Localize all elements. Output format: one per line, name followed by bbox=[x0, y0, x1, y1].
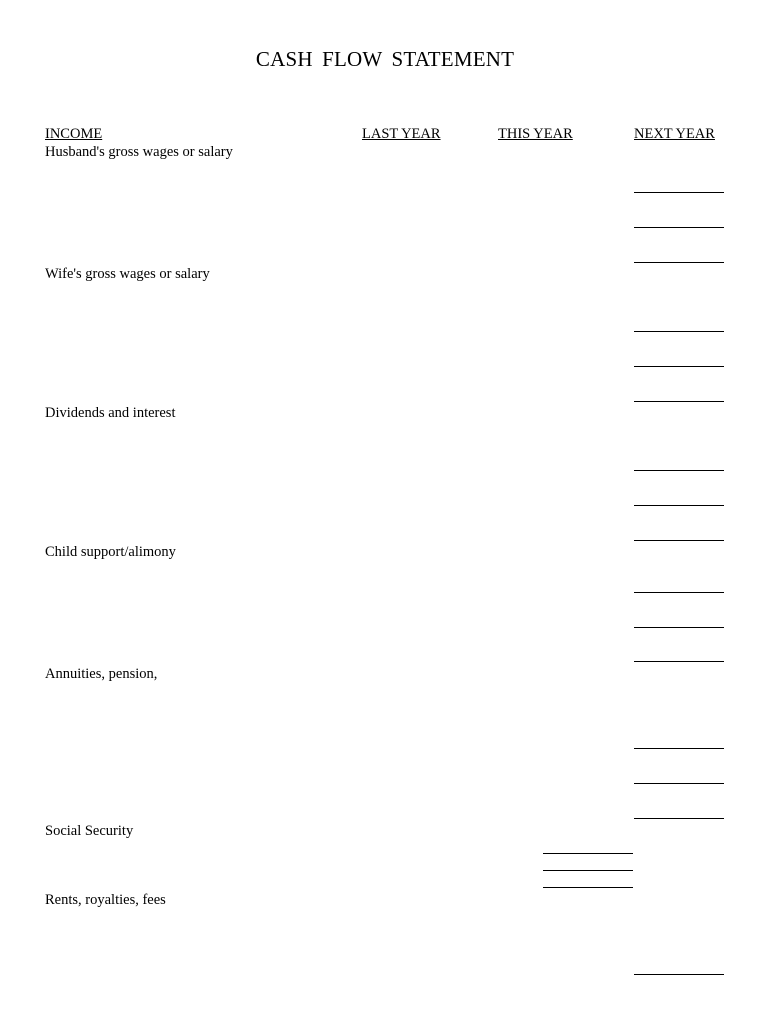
blank-line-wife-1[interactable] bbox=[634, 331, 724, 332]
blank-line-dividends-2[interactable] bbox=[634, 505, 724, 506]
blank-line-annuities-3[interactable] bbox=[634, 818, 724, 819]
income-item-rents-royalties: Rents, royalties, fees bbox=[45, 892, 166, 908]
income-item-husband-wages: Husband's gross wages or salary bbox=[45, 144, 233, 160]
blank-line-child-support-1[interactable] bbox=[634, 592, 724, 593]
blank-line-annuities-2[interactable] bbox=[634, 783, 724, 784]
income-header: INCOME bbox=[45, 126, 103, 142]
income-item-dividends-interest: Dividends and interest bbox=[45, 405, 176, 421]
blank-line-child-support-3[interactable] bbox=[634, 661, 724, 662]
this-year-header: THIS YEAR bbox=[498, 126, 573, 142]
income-item-annuities-pension: Annuities, pension, bbox=[45, 666, 158, 682]
page-title: CASH FLOW STATEMENT bbox=[255, 47, 515, 71]
blank-line-dividends-1[interactable] bbox=[634, 470, 724, 471]
income-item-child-support: Child support/alimony bbox=[45, 544, 176, 560]
blank-line-social-security-3[interactable] bbox=[543, 887, 633, 888]
next-year-header: NEXT YEAR bbox=[634, 126, 715, 142]
blank-line-husband-1[interactable] bbox=[634, 192, 724, 193]
blank-line-wife-3[interactable] bbox=[634, 401, 724, 402]
blank-line-annuities-1[interactable] bbox=[634, 748, 724, 749]
blank-line-husband-3[interactable] bbox=[634, 262, 724, 263]
blank-line-wife-2[interactable] bbox=[634, 366, 724, 367]
blank-line-husband-2[interactable] bbox=[634, 227, 724, 228]
last-year-header: LAST YEAR bbox=[362, 126, 441, 142]
blank-line-social-security-2[interactable] bbox=[543, 870, 633, 871]
income-item-social-security: Social Security bbox=[45, 823, 134, 839]
blank-line-social-security-1[interactable] bbox=[543, 853, 633, 854]
blank-line-dividends-3[interactable] bbox=[634, 540, 724, 541]
income-item-wife-wages: Wife's gross wages or salary bbox=[45, 266, 210, 282]
blank-line-rents-1[interactable] bbox=[634, 974, 724, 975]
blank-line-child-support-2[interactable] bbox=[634, 627, 724, 628]
